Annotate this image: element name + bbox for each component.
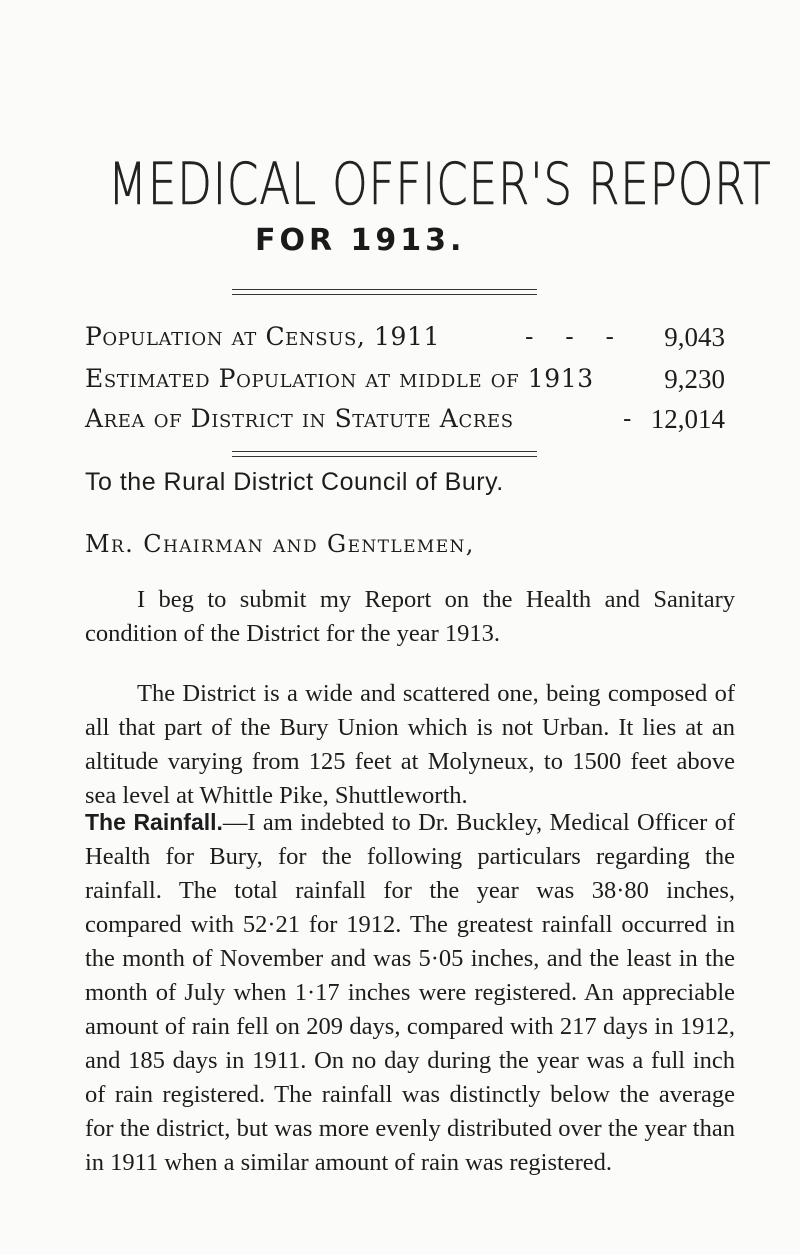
report-subtitle: FOR 1913. — [255, 223, 466, 258]
paragraph-rainfall-text: —I am indebted to Dr. Buckley, Medical Officer of Health for Bury, for the following particulars regarding the rainfall. The total rainfall for the year was 38·80 inches, compared with 52·21 for 1912. The greatest rainfall occurred in the month of November and was 5·05 inches, and the least in the month of July when 1·17 inches were registered. An appreciable amount of rain fell on 209 days, compared with 217 days in 1912, and 185 days in 1911. On no day during the year was a full inch of rain registered. The rainfall was distinctly below the average for the district, but was more evenly distributed over the year than in 1911 when a similar amount of rain was registered. — [85, 809, 735, 1176]
stat-row-census — [85, 322, 725, 358]
stat-dashes: - — [623, 404, 632, 433]
stat-label: Area of District in Statute Acres — [85, 404, 514, 433]
paragraph-intro-text: I beg to submit my Report on the Health and Sanitary condition of the District for the year 1913. — [85, 586, 735, 647]
stat-row-area — [85, 404, 725, 440]
stat-row-estimated — [85, 364, 725, 400]
paragraph-district-text: The District is a wide and scattered one, being composed of all that part of the Bury Union which is not Urban. It lies at an altitude varying from 125 feet at Molyneux, to 1500 feet above sea level at Whittle Pike, Shuttleworth. — [85, 680, 735, 809]
stat-value: 9,230 — [664, 364, 725, 394]
paragraph-rainfall — [85, 805, 735, 1180]
salutation: Mr. Chairman and Gentlemen, — [85, 530, 475, 558]
stat-label: Estimated Population at middle of 1913 — [85, 364, 594, 393]
stat-label: Population at Census, 1911 — [85, 322, 441, 351]
stat-value: 9,043 — [664, 322, 725, 352]
addressee-line: To the Rural District Council of Bury. — [85, 468, 504, 496]
stat-dashes: - - - — [525, 322, 614, 351]
double-rule-top-1 — [232, 289, 537, 290]
double-rule-bottom-2 — [232, 456, 537, 457]
paragraph-intro — [85, 583, 735, 651]
paragraph-district — [85, 677, 735, 813]
double-rule-bottom-1 — [232, 451, 537, 452]
stat-value: 12,014 — [650, 404, 725, 434]
rainfall-heading: The Rainfall. — [85, 809, 223, 835]
report-title: MEDICAL OFFICER'S REPORT — [108, 150, 772, 218]
double-rule-top-2 — [232, 294, 537, 295]
